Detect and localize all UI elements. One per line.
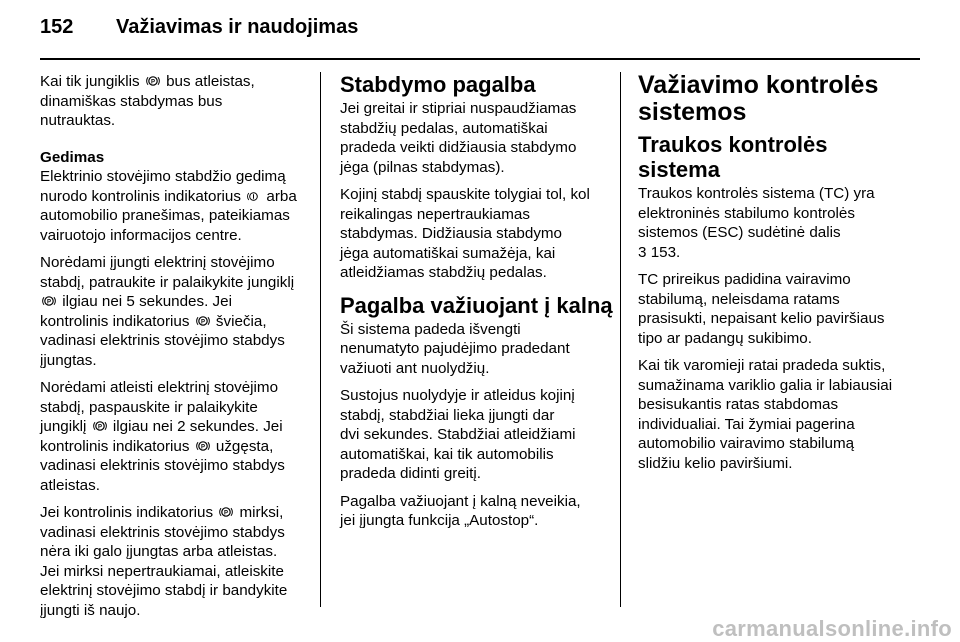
text: nurodo kontrolinis indikatorius: [40, 187, 241, 205]
text: Kai tik jungiklis: [40, 73, 140, 90]
column-left: [40, 72, 305, 628]
page-reference-link[interactable]: [638, 244, 680, 261]
parking-brake-icon: [196, 314, 210, 328]
text: stabdį, patraukite ir palaikykite jungiklį: [40, 273, 295, 291]
paragraph: [638, 270, 910, 348]
text: Norėdami įjungti elektrinį stovėjimo: [40, 254, 275, 271]
text: sistemos (ESC) sudėtinė dalis: [638, 224, 841, 241]
text: pradeda veikti didžiausia stabdymo: [340, 139, 577, 156]
text: Kojinį stabdį spauskite tolygiai tol, kol: [340, 186, 590, 203]
svg-text:P: P: [200, 318, 205, 325]
text: įjungtas.: [40, 351, 97, 369]
text: automatiškai, kai tik automobilis: [340, 445, 554, 463]
text: dinamiškas stabdymas bus: [40, 92, 223, 110]
paragraph: [340, 99, 630, 177]
page-number: 152: [40, 16, 74, 38]
paragraph: [638, 184, 910, 262]
page-header: [40, 16, 920, 52]
text: stabdį, stabdžiai lieka įjungti dar: [340, 406, 555, 424]
text: sumažinama variklio galia ir labiausiai: [638, 376, 893, 394]
text: stabdį, paspauskite ir palaikykite: [40, 398, 258, 416]
text: nenumatyto pajudėjimo pradedant: [340, 340, 570, 357]
paragraph: [40, 167, 305, 245]
text: tipo ar padangų sukibimo.: [638, 329, 812, 347]
parking-brake-icon: [219, 505, 233, 519]
text: Jei greitai ir stipriai nuspaudžiamas: [340, 100, 577, 117]
text: kontrolinis indikatorius: [40, 312, 190, 330]
text: užgęsta,: [215, 437, 274, 455]
text: stabdymas. Didžiausia stabdymo: [340, 225, 563, 242]
paragraph: [340, 386, 630, 484]
text: automobilio vairavimo stabilumą: [638, 435, 855, 452]
subheading-fault: Gedimas: [40, 148, 105, 166]
text: Norėdami atleisti elektrinį stovėjimo: [40, 379, 279, 396]
text: šviečia,: [215, 312, 267, 330]
text: nėra iki galo įjungtas arba atleistas.: [40, 543, 278, 560]
text: jungiklį: [40, 418, 87, 435]
svg-text:P: P: [46, 299, 52, 306]
text: stabdžių pedalas, automatiškai: [340, 119, 548, 137]
paragraph: [40, 503, 305, 620]
text: automobilio pranešimas, pateikiamas: [40, 207, 290, 224]
heading-driving-control-systems: [638, 72, 910, 126]
svg-text:P: P: [150, 79, 155, 86]
paragraph: [340, 185, 630, 283]
text: vadinasi elektrinis stovėjimo stabdys: [40, 457, 285, 474]
text: 153.: [650, 243, 681, 261]
svg-text:P: P: [97, 424, 102, 431]
heading-traction-control: Traukos kontrolės sistema: [638, 132, 828, 182]
text: atleistas.: [40, 476, 100, 494]
text: Kai tik varomieji ratai pradeda suktis,: [638, 357, 886, 374]
watermark: carmanualsonline.info: [712, 616, 952, 641]
page-title: Važiavimas ir naudojimas: [116, 16, 359, 38]
text: Ši sistema padeda išvengti: [340, 320, 521, 338]
reference-arrow-icon: 3: [638, 243, 647, 261]
text: elektroninės stabilumo kontrolės: [638, 204, 855, 222]
text: jei įjungta funkcija „Autostop“.: [340, 512, 539, 529]
text: slidžiu kelio paviršiumi.: [638, 454, 793, 472]
paragraph: [40, 72, 305, 131]
text: stabilumą, neleisdama ratams: [638, 290, 840, 308]
text: vadinasi elektrinis stovėjimo stabdys: [40, 523, 285, 541]
paragraph: [340, 492, 630, 531]
text: Sustojus nuolydyje ir atleidus kojinį: [340, 387, 575, 404]
column-divider: [320, 72, 321, 607]
text: jėga automatiškai sumažėja, kai: [340, 244, 556, 262]
parking-brake-icon: [93, 419, 107, 433]
text: vairuotojo informacijos centre.: [40, 226, 242, 244]
text: kontrolinis indikatorius: [40, 437, 190, 455]
parking-brake-icon: [146, 74, 160, 88]
text: arba: [266, 187, 297, 205]
paragraph: [340, 320, 630, 379]
text: individualiai. Tai žymiai pagerina: [638, 415, 855, 433]
text: Pagalba važiuojant į kalną neveikia,: [340, 492, 581, 510]
column-middle: [340, 72, 630, 539]
text: Jei mirksi nepertraukiamai, atleiskite: [40, 562, 284, 580]
text: nutrauktas.: [40, 112, 116, 129]
paragraph: [40, 253, 305, 370]
text: įjungti iš naujo.: [40, 601, 141, 619]
paragraph: [40, 378, 305, 495]
text: sistemos: [638, 98, 747, 126]
text: pradeda didinti greitį.: [340, 465, 481, 482]
heading-brake-assist: Stabdymo pagalba: [340, 72, 536, 97]
text: Važiavimo kontrolės: [638, 71, 879, 99]
text: atleidžiamas stabdžių pedalas.: [340, 264, 547, 281]
column-right: [638, 72, 910, 481]
text: reikalingas nepertraukiamas: [340, 205, 530, 223]
brake-fault-icon: [247, 190, 260, 203]
text: ilgiau nei 5 sekundes. Jei: [62, 293, 232, 310]
svg-text:P: P: [224, 510, 229, 517]
text: Elektrinio stovėjimo stabdžio gedimą: [40, 168, 286, 185]
text: dvi sekundes. Stabdžiai atleidžiami: [340, 426, 576, 443]
header-rule: [40, 58, 920, 60]
text: Jei kontrolinis indikatorius: [40, 504, 214, 521]
heading-hill-start-assist: Pagalba važiuojant į kalną: [340, 292, 613, 318]
text: Traukos kontrolės sistema (TC) yra: [638, 185, 875, 202]
text: bus atleistas,: [166, 73, 255, 90]
text: prasisukti, nepaisant kelio paviršiaus: [638, 310, 885, 327]
parking-brake-icon: [196, 439, 210, 453]
parking-brake-icon: [42, 294, 56, 308]
text: jėga (pilnas stabdymas).: [340, 158, 505, 176]
text: važiuoti ant nuolydžių.: [340, 359, 490, 377]
text: mirksi,: [239, 504, 284, 521]
text: besisukantis ratas stabdomas: [638, 396, 839, 413]
text: elektrinį stovėjimo stabdį ir bandykite: [40, 582, 288, 599]
paragraph: [638, 356, 910, 473]
text: TC prireikus padidina vairavimo: [638, 271, 851, 288]
text: vadinasi elektrinis stovėjimo stabdys: [40, 332, 285, 349]
text: ilgiau nei 2 sekundes. Jei: [112, 418, 283, 435]
svg-text:P: P: [200, 443, 205, 450]
